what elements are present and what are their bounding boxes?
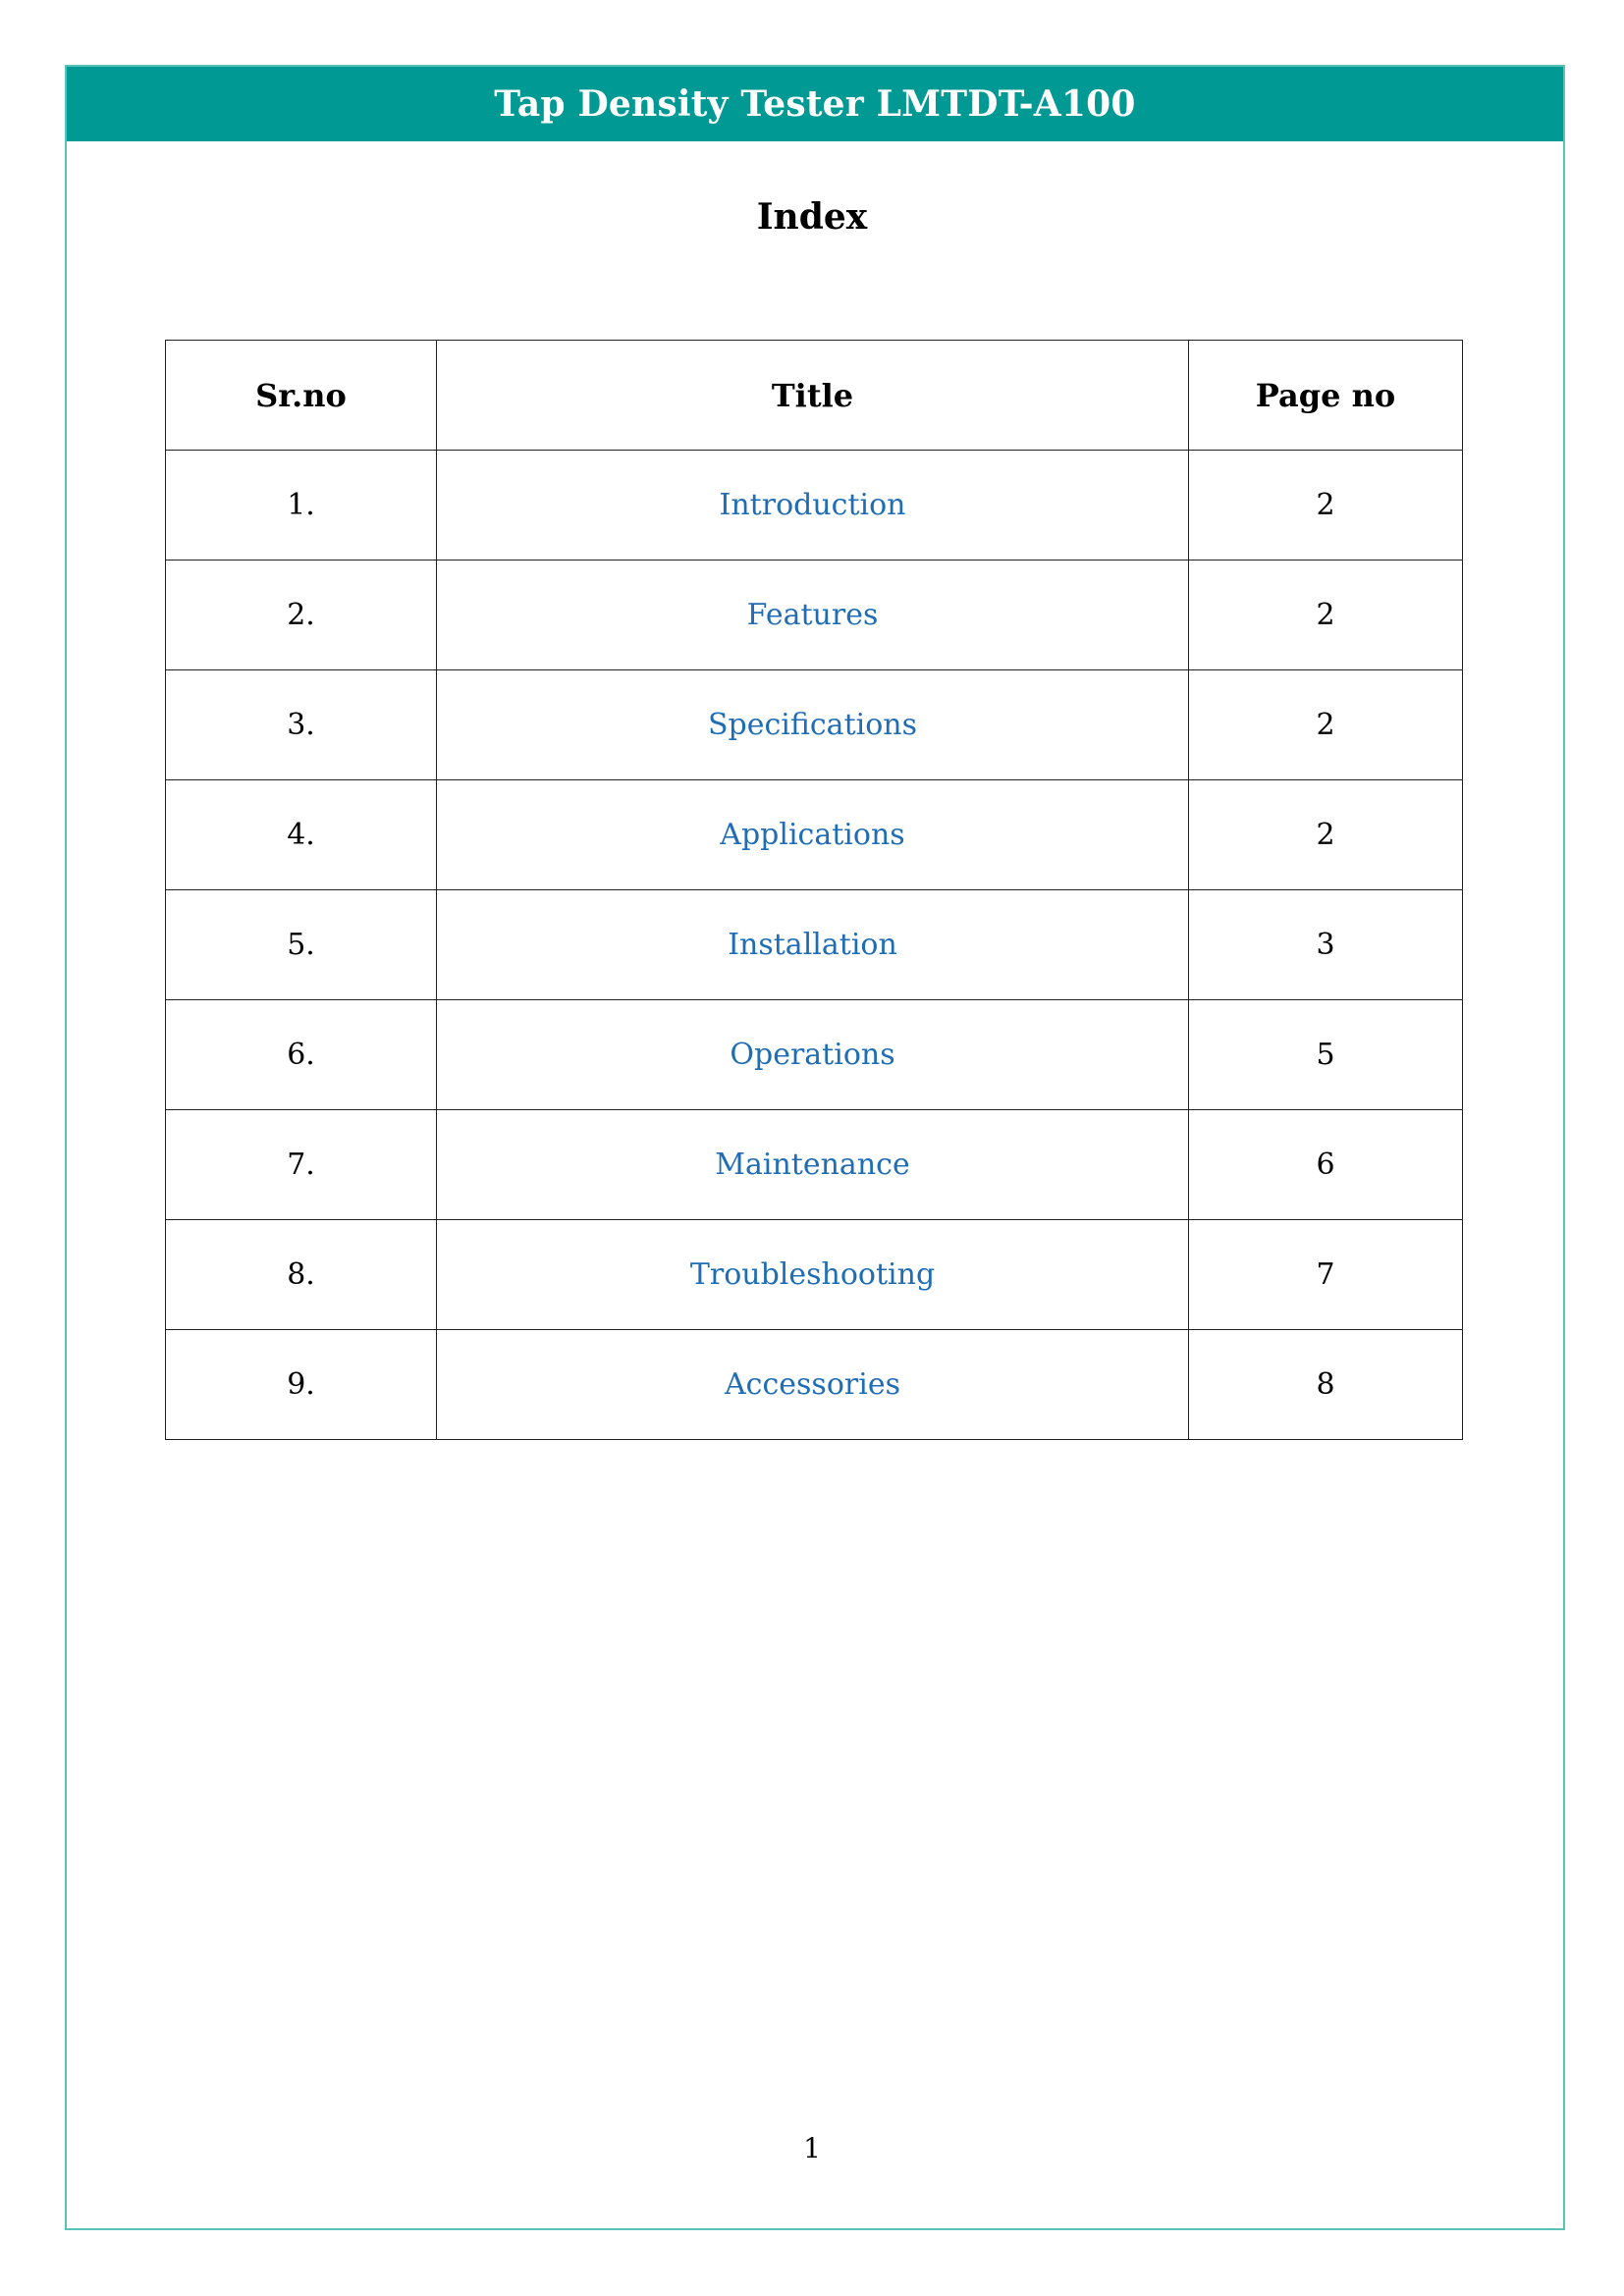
row-page: 2 xyxy=(1189,451,1463,561)
table-row xyxy=(166,1110,1463,1220)
header-bar xyxy=(67,67,1563,141)
row-title-cell xyxy=(437,670,1189,780)
toc-link-installation[interactable]: Installation xyxy=(728,928,897,962)
row-srno: 3. xyxy=(166,670,437,780)
table-row xyxy=(166,780,1463,890)
index-heading: Index xyxy=(756,196,868,238)
table-row xyxy=(166,670,1463,780)
row-page: 5 xyxy=(1189,1000,1463,1110)
toc-link-troubleshooting[interactable]: Troubleshooting xyxy=(689,1257,936,1292)
row-page: 2 xyxy=(1189,561,1463,670)
row-srno: 1. xyxy=(166,451,437,561)
document-title: Tap Density Tester LMTDT-A100 xyxy=(494,83,1136,125)
table-row xyxy=(166,1000,1463,1110)
row-page: 6 xyxy=(1189,1110,1463,1220)
row-title-cell xyxy=(437,780,1189,890)
toc-link-specifications[interactable]: Specifications xyxy=(707,708,918,742)
row-title-cell xyxy=(437,1000,1189,1110)
toc-link-maintenance[interactable]: Maintenance xyxy=(715,1148,910,1182)
toc-link-introduction[interactable]: Introduction xyxy=(719,488,906,522)
row-srno: 5. xyxy=(166,890,437,1000)
table-row xyxy=(166,1330,1463,1440)
row-title-cell xyxy=(437,451,1189,561)
toc-link-applications[interactable]: Applications xyxy=(720,818,905,852)
row-title-cell xyxy=(437,1110,1189,1220)
row-srno: 9. xyxy=(166,1330,437,1440)
row-title-cell xyxy=(437,1330,1189,1440)
row-title-cell xyxy=(437,890,1189,1000)
table-header-row xyxy=(166,341,1463,451)
column-header-title: Title xyxy=(437,341,1189,451)
row-title-cell xyxy=(437,1220,1189,1330)
row-page: 3 xyxy=(1189,890,1463,1000)
table-row xyxy=(166,890,1463,1000)
toc-link-operations[interactable]: Operations xyxy=(730,1038,895,1072)
row-srno: 4. xyxy=(166,780,437,890)
row-page: 7 xyxy=(1189,1220,1463,1330)
row-title-cell xyxy=(437,561,1189,670)
column-header-srno: Sr.no xyxy=(166,341,437,451)
row-srno: 8. xyxy=(166,1220,437,1330)
row-page: 8 xyxy=(1189,1330,1463,1440)
index-table xyxy=(165,340,1463,1440)
table-row xyxy=(166,1220,1463,1330)
table-row xyxy=(166,561,1463,670)
page-number: 1 xyxy=(803,2132,821,2164)
row-srno: 2. xyxy=(166,561,437,670)
toc-link-accessories[interactable]: Accessories xyxy=(725,1367,900,1402)
row-page: 2 xyxy=(1189,670,1463,780)
row-srno: 7. xyxy=(166,1110,437,1220)
row-srno: 6. xyxy=(166,1000,437,1110)
table-row xyxy=(166,451,1463,561)
row-page: 2 xyxy=(1189,780,1463,890)
toc-link-features[interactable]: Features xyxy=(746,598,879,632)
column-header-page: Page no xyxy=(1189,341,1463,451)
